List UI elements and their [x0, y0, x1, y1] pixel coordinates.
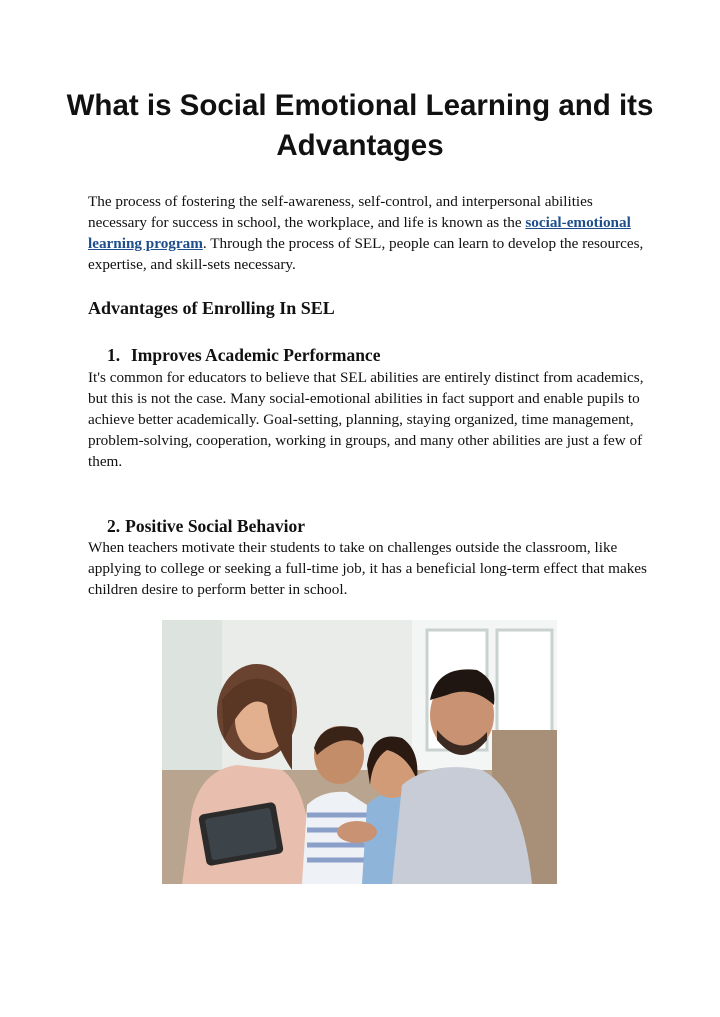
point-number-1: 1.	[107, 345, 121, 365]
sel-program-link[interactable]: social-emotional learning program	[88, 214, 631, 252]
point-heading-1	[107, 344, 380, 366]
point-body-1: It's common for educators to believe that SEL abilities are entirely distinct from academics, but this is not the case. Many social-emotional abilities in fact support and enable pupils to achieve better academically. Goal-setting, planning, staying organized, time management, problem-solving, cooperation, working in groups, and many other abilities are just a few of them.	[88, 369, 644, 470]
family-photo	[162, 620, 557, 884]
point-number-2: 2.	[107, 516, 121, 536]
point-title-2: Positive Social Behavior	[125, 516, 305, 536]
point-heading-2	[107, 515, 305, 537]
section-heading: Advantages of Enrolling In SEL	[88, 298, 335, 318]
point-title-1: Improves Academic Performance	[131, 345, 381, 365]
page-title: What is Social Emotional Learning and its Advantages	[66, 89, 654, 162]
intro-text-after-link: . Through the process of SEL, people can learn to develop the resources, expertise, and skill-sets necessary.	[88, 235, 644, 273]
intro-paragraph	[88, 191, 648, 275]
point-body-2: When teachers motivate their students to take on challenges outside the classroom, like applying to college or seeking a full-time job, it has a beneficial long-term effect that makes children desire to perform better in school.	[88, 539, 647, 598]
intro-text-before-link: The process of fostering the self-awareness, self-control, and interpersonal abilities necessary for success in school, the workplace, and life is known as the	[88, 193, 593, 231]
